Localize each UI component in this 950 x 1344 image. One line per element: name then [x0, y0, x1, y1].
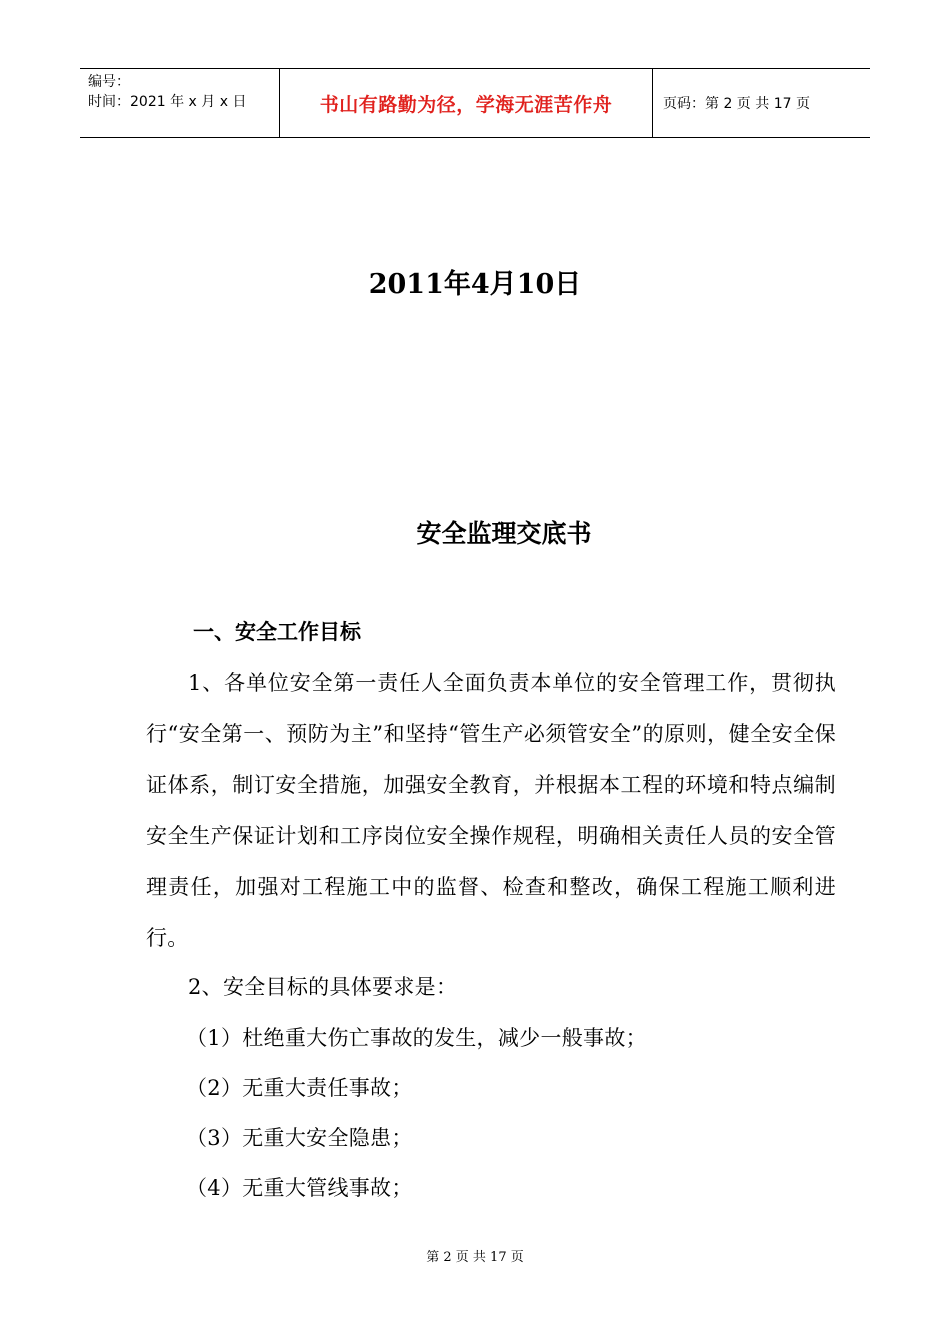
header-motto: 书山有路勤为径，学海无涯苦作舟	[280, 69, 653, 137]
page-footer: 第 2 页 共 17 页	[426, 1250, 524, 1265]
list-item: （1）杜绝重大伤亡事故的发生，减少一般事故；	[186, 1026, 647, 1050]
list-item: （3）无重大安全隐患；	[186, 1126, 413, 1150]
paragraph: 1、各单位安全第一责任人全面负责本单位的安全管理工作，贯彻执行“安全第一、预防为主”和坚持“管生产必须管安全”的原则，健全安全保证体系，制订安全措施，加强安全教育，并根据本工程的环境和特点编制安全生产保证计划和工序岗位安全操作规程，明确相关责任人员的安全管理责任，加强对工程施工中的监督、检查和整改，确保工程施工顺利进行。	[146, 671, 836, 950]
section-heading: 一、安全工作目标	[193, 620, 361, 644]
list-item: （4）无重大管线事故；	[186, 1176, 413, 1200]
document-time-label: 时间：2021 年 x 月 x 日	[88, 94, 247, 110]
page-header	[80, 68, 870, 138]
page-title: 安全监理交底书	[416, 519, 592, 548]
header-meta	[80, 69, 280, 137]
paragraph: 2、安全目标的具体要求是：	[188, 975, 458, 999]
header-page-info: 页码：第 2 页 共 17 页	[663, 96, 810, 112]
list-item: （2）无重大责任事故；	[186, 1076, 413, 1100]
document-number-label: 编号：	[88, 74, 130, 90]
document-date: 2011年4月10日	[368, 269, 582, 300]
